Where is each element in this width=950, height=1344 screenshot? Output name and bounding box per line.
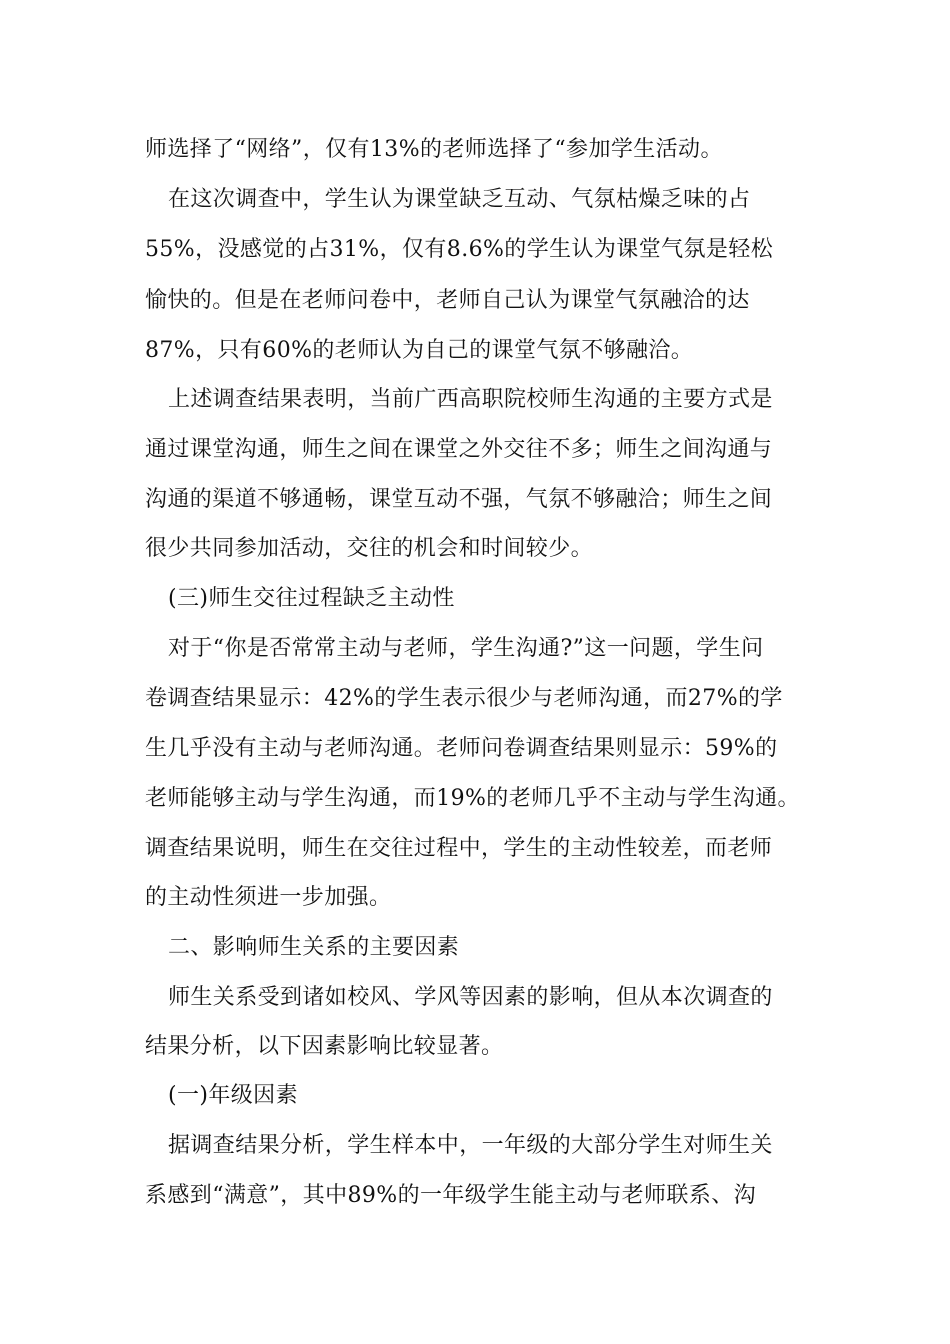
text-line: 系感到“满意”，其中89%的一年级学生能主动与老师联系、沟 (145, 1183, 756, 1208)
paragraph-start-line: 师生关系受到诸如校风、学风等因素的影响，但从本次调查的 (168, 985, 773, 1010)
section-heading: (三)师生交往过程缺乏主动性 (168, 586, 455, 611)
text-line: 很少共同参加活动，交往的机会和时间较少。 (145, 536, 594, 561)
paragraph-start-line: 对于“你是否常常主动与老师，学生沟通?”这一问题，学生问 (168, 636, 764, 661)
text-line: 卷调查结果显示：42%的学生表示很少与老师沟通，而27%的学 (145, 686, 783, 711)
paragraph-start-line: 上述调查结果表明，当前广西高职院校师生沟通的主要方式是 (168, 387, 773, 412)
text-line: 调查结果说明，师生在交往过程中，学生的主动性较差，而老师 (145, 836, 773, 861)
text-line: 生几乎没有主动与老师沟通。老师问卷调查结果则显示：59%的 (145, 736, 778, 761)
text-line: 87%，只有60%的老师认为自己的课堂气氛不够融洽。 (145, 338, 694, 363)
paragraph-start-line: 在这次调查中，学生认为课堂缺乏互动、气氛枯燥乏味的占 (168, 187, 751, 212)
text-line: 结果分析，以下因素影响比较显著。 (145, 1034, 504, 1059)
text-line: 愉快的。但是在老师问卷中，老师自己认为课堂气氛融洽的达 (145, 288, 750, 313)
text-line: 的主动性须进一步加强。 (145, 885, 392, 910)
text-line: 老师能够主动与学生沟通，而19%的老师几乎不主动与学生沟通。 (145, 786, 800, 811)
text-line: 沟通的渠道不够通畅，课堂互动不强，气氛不够融洽；师生之间 (145, 487, 773, 512)
section-heading: 二、影响师生关系的主要因素 (168, 935, 460, 960)
text-line: 55%，没感觉的占31%，仅有8.6%的学生认为课堂气氛是轻松 (145, 237, 774, 262)
text-line: 通过课堂沟通，师生之间在课堂之外交往不多；师生之间沟通与 (145, 437, 773, 462)
paragraph-start-line: 据调查结果分析，学生样本中，一年级的大部分学生对师生关 (168, 1133, 773, 1158)
text-line: 师选择了“网络”，仅有13%的老师选择了“参加学生活动。 (145, 137, 723, 162)
section-heading: (一)年级因素 (168, 1083, 298, 1108)
